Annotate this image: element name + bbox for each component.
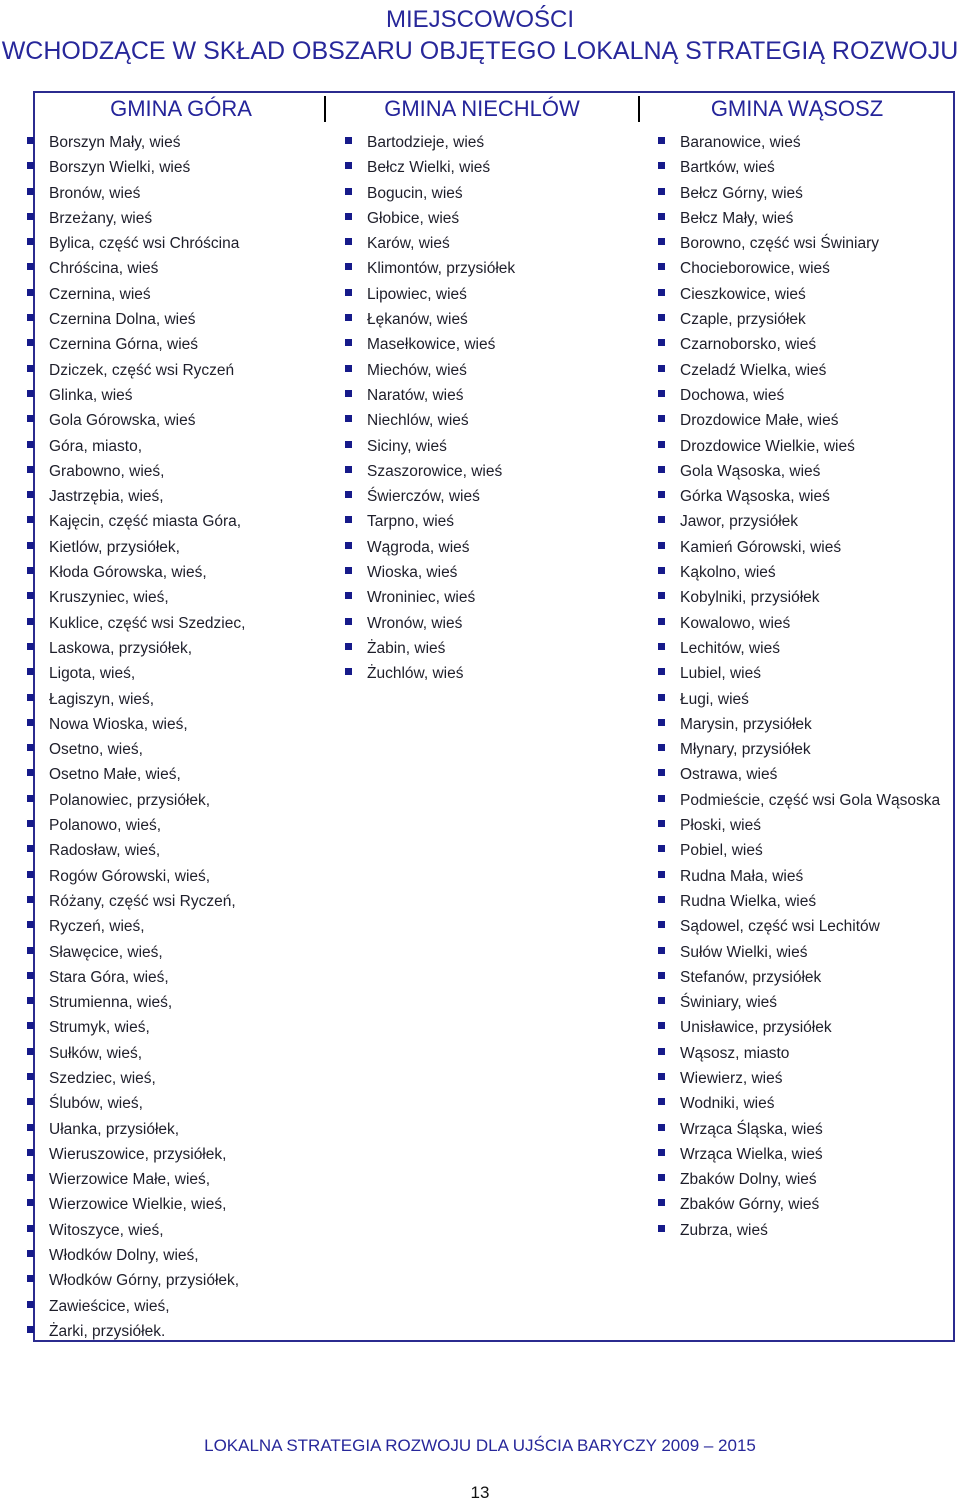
list-item: Tarpno, wieś bbox=[345, 509, 515, 534]
table-header bbox=[35, 93, 953, 124]
list-item: Kobylniki, przysiółek bbox=[658, 585, 940, 610]
list-item: Stefanów, przysiółek bbox=[658, 965, 940, 990]
list-item: Czernina, wieś bbox=[27, 282, 245, 307]
header-gmina-gora: GMINA GÓRA bbox=[110, 96, 252, 121]
list-item: Dziczek, część wsi Ryczeń bbox=[27, 358, 245, 383]
list-item: Bełcz Górny, wieś bbox=[658, 181, 940, 206]
list-item: Baranowice, wieś bbox=[658, 130, 940, 155]
list-item: Chocieborowice, wieś bbox=[658, 256, 940, 281]
list-item: Świerczów, wieś bbox=[345, 484, 515, 509]
list-item: Bartków, wieś bbox=[658, 155, 940, 180]
list-item: Włodków Dolny, wieś, bbox=[27, 1243, 245, 1268]
header-gmina-niechlow: GMINA NIECHLÓW bbox=[384, 96, 580, 121]
list-item: Sądowel, część wsi Lechitów bbox=[658, 914, 940, 939]
list-item: Stara Góra, wieś, bbox=[27, 965, 245, 990]
list-item: Klimontów, przysiółek bbox=[345, 256, 515, 281]
list-item: Grabowno, wieś, bbox=[27, 459, 245, 484]
list-item: Strumienna, wieś, bbox=[27, 990, 245, 1015]
list-item: Bogucin, wieś bbox=[345, 181, 515, 206]
list-item: Różany, część wsi Ryczeń, bbox=[27, 889, 245, 914]
list-item: Wąsosz, miasto bbox=[658, 1041, 940, 1066]
list-item: Czernina Górna, wieś bbox=[27, 332, 245, 357]
list-item: Chróścina, wieś bbox=[27, 256, 245, 281]
list-item: Lubiel, wieś bbox=[658, 661, 940, 686]
list-item: Zbaków Górny, wieś bbox=[658, 1192, 940, 1217]
list-item: Jastrzębia, wieś, bbox=[27, 484, 245, 509]
list-item: Kietlów, przysiółek, bbox=[27, 535, 245, 560]
list-item: Brzeżany, wieś bbox=[27, 206, 245, 231]
list-item: Wioska, wieś bbox=[345, 560, 515, 585]
list-item: Bylica, część wsi Chróścina bbox=[27, 231, 245, 256]
list-item: Bełcz Wielki, wieś bbox=[345, 155, 515, 180]
list-item: Kłoda Górowska, wieś, bbox=[27, 560, 245, 585]
list-item: Nowa Wioska, wieś, bbox=[27, 712, 245, 737]
list-item: Bartodzieje, wieś bbox=[345, 130, 515, 155]
villages-table bbox=[33, 91, 955, 1342]
list-item: Wrząca Wielka, wieś bbox=[658, 1142, 940, 1167]
list-item: Pobiel, wieś bbox=[658, 838, 940, 863]
list-item: Strumyk, wieś, bbox=[27, 1015, 245, 1040]
list-item: Osetno Małe, wieś, bbox=[27, 762, 245, 787]
list-item: Ułanka, przysiółek, bbox=[27, 1117, 245, 1142]
list-item: Kajęcin, część miasta Góra, bbox=[27, 509, 245, 534]
gmina-wasosz-list bbox=[658, 130, 940, 1243]
list-item: Wierzowice Małe, wieś, bbox=[27, 1167, 245, 1192]
page-number: 13 bbox=[470, 1483, 490, 1502]
list-item: Bronów, wieś bbox=[27, 181, 245, 206]
list-item: Ługi, wieś bbox=[658, 687, 940, 712]
list-item: Lipowiec, wieś bbox=[345, 282, 515, 307]
list-item: Czernina Dolna, wieś bbox=[27, 307, 245, 332]
list-item: Laskowa, przysiółek, bbox=[27, 636, 245, 661]
list-item: Ligota, wieś, bbox=[27, 661, 245, 686]
list-item: Wronów, wieś bbox=[345, 611, 515, 636]
list-item: Czarnoborsko, wieś bbox=[658, 332, 940, 357]
list-item: Rudna Mała, wieś bbox=[658, 864, 940, 889]
list-item: Jawor, przysiółek bbox=[658, 509, 940, 534]
list-item: Wiewierz, wieś bbox=[658, 1066, 940, 1091]
list-item: Wrząca Śląska, wieś bbox=[658, 1117, 940, 1142]
list-item: Karów, wieś bbox=[345, 231, 515, 256]
list-item: Włodków Górny, przysiółek, bbox=[27, 1268, 245, 1293]
list-item: Lechitów, wieś bbox=[658, 636, 940, 661]
list-item: Łagiszyn, wieś, bbox=[27, 687, 245, 712]
list-item: Cieszkowice, wieś bbox=[658, 282, 940, 307]
list-item: Szedziec, wieś, bbox=[27, 1066, 245, 1091]
list-item: Borszyn Wielki, wieś bbox=[27, 155, 245, 180]
list-item: Kowalowo, wieś bbox=[658, 611, 940, 636]
header-gmina-wasosz: GMINA WĄSOSZ bbox=[710, 96, 884, 121]
document-subtitle: WCHODZĄCE W SKŁAD OBSZARU OBJĘTEGO LOKALNĄ STRATEGIĄ ROZWOJU bbox=[1, 37, 959, 65]
list-item: Niechlów, wieś bbox=[345, 408, 515, 433]
list-item: Wągroda, wieś bbox=[345, 535, 515, 560]
list-item: Kamień Górowski, wieś bbox=[658, 535, 940, 560]
list-item: Marysin, przysiółek bbox=[658, 712, 940, 737]
list-item: Kruszyniec, wieś, bbox=[27, 585, 245, 610]
list-item: Radosław, wieś, bbox=[27, 838, 245, 863]
list-item: Gola Górowska, wieś bbox=[27, 408, 245, 433]
gmina-gora-list bbox=[27, 130, 245, 1344]
list-item: Podmieście, część wsi Gola Wąsoska bbox=[658, 788, 940, 813]
list-item: Zawieścice, wieś, bbox=[27, 1294, 245, 1319]
list-item: Świniary, wieś bbox=[658, 990, 940, 1015]
list-item: Sułów Wielki, wieś bbox=[658, 940, 940, 965]
list-item: Unisławice, przysiółek bbox=[658, 1015, 940, 1040]
list-item: Masełkowice, wieś bbox=[345, 332, 515, 357]
list-item: Polanowiec, przysiółek, bbox=[27, 788, 245, 813]
list-item: Szaszorowice, wieś bbox=[345, 459, 515, 484]
list-item: Miechów, wieś bbox=[345, 358, 515, 383]
list-item: Żabin, wieś bbox=[345, 636, 515, 661]
list-item: Góra, miasto, bbox=[27, 434, 245, 459]
list-item: Witoszyce, wieś, bbox=[27, 1218, 245, 1243]
list-item: Wierzowice Wielkie, wieś, bbox=[27, 1192, 245, 1217]
list-item: Czeladź Wielka, wieś bbox=[658, 358, 940, 383]
list-item: Kuklice, część wsi Szedziec, bbox=[27, 611, 245, 636]
list-item: Wieruszowice, przysiółek, bbox=[27, 1142, 245, 1167]
list-item: Polanowo, wieś, bbox=[27, 813, 245, 838]
list-item: Młynary, przysiółek bbox=[658, 737, 940, 762]
document-title: MIEJSCOWOŚCI bbox=[385, 6, 574, 33]
list-item: Żarki, przysiółek. bbox=[27, 1319, 245, 1344]
list-item: Ostrawa, wieś bbox=[658, 762, 940, 787]
list-item: Osetno, wieś, bbox=[27, 737, 245, 762]
list-item: Głobice, wieś bbox=[345, 206, 515, 231]
header-separator bbox=[324, 96, 326, 122]
list-item: Wodniki, wieś bbox=[658, 1091, 940, 1116]
list-item: Zubrza, wieś bbox=[658, 1218, 940, 1243]
page-footer: LOKALNA STRATEGIA ROZWOJU DLA UJŚCIA BARYCZY 2009 – 2015 bbox=[204, 1436, 756, 1455]
list-item: Górka Wąsoska, wieś bbox=[658, 484, 940, 509]
list-item: Sławęcice, wieś, bbox=[27, 940, 245, 965]
list-item: Borszyn Mały, wieś bbox=[27, 130, 245, 155]
list-item: Bełcz Mały, wieś bbox=[658, 206, 940, 231]
list-item: Naratów, wieś bbox=[345, 383, 515, 408]
list-item: Rudna Wielka, wieś bbox=[658, 889, 940, 914]
list-item: Płoski, wieś bbox=[658, 813, 940, 838]
list-item: Dochowa, wieś bbox=[658, 383, 940, 408]
list-item: Siciny, wieś bbox=[345, 434, 515, 459]
list-item: Łękanów, wieś bbox=[345, 307, 515, 332]
list-item: Czaple, przysiółek bbox=[658, 307, 940, 332]
list-item: Ślubów, wieś, bbox=[27, 1091, 245, 1116]
list-item: Ryczeń, wieś, bbox=[27, 914, 245, 939]
gmina-niechlow-list bbox=[345, 130, 515, 687]
header-separator bbox=[638, 96, 640, 122]
list-item: Sułków, wieś, bbox=[27, 1041, 245, 1066]
list-item: Borowno, część wsi Świniary bbox=[658, 231, 940, 256]
list-item: Wroniniec, wieś bbox=[345, 585, 515, 610]
list-item: Gola Wąsoska, wieś bbox=[658, 459, 940, 484]
list-item: Zbaków Dolny, wieś bbox=[658, 1167, 940, 1192]
list-item: Rogów Górowski, wieś, bbox=[27, 864, 245, 889]
list-item: Drozdowice Małe, wieś bbox=[658, 408, 940, 433]
list-item: Drozdowice Wielkie, wieś bbox=[658, 434, 940, 459]
list-item: Żuchlów, wieś bbox=[345, 661, 515, 686]
list-item: Glinka, wieś bbox=[27, 383, 245, 408]
list-item: Kąkolno, wieś bbox=[658, 560, 940, 585]
